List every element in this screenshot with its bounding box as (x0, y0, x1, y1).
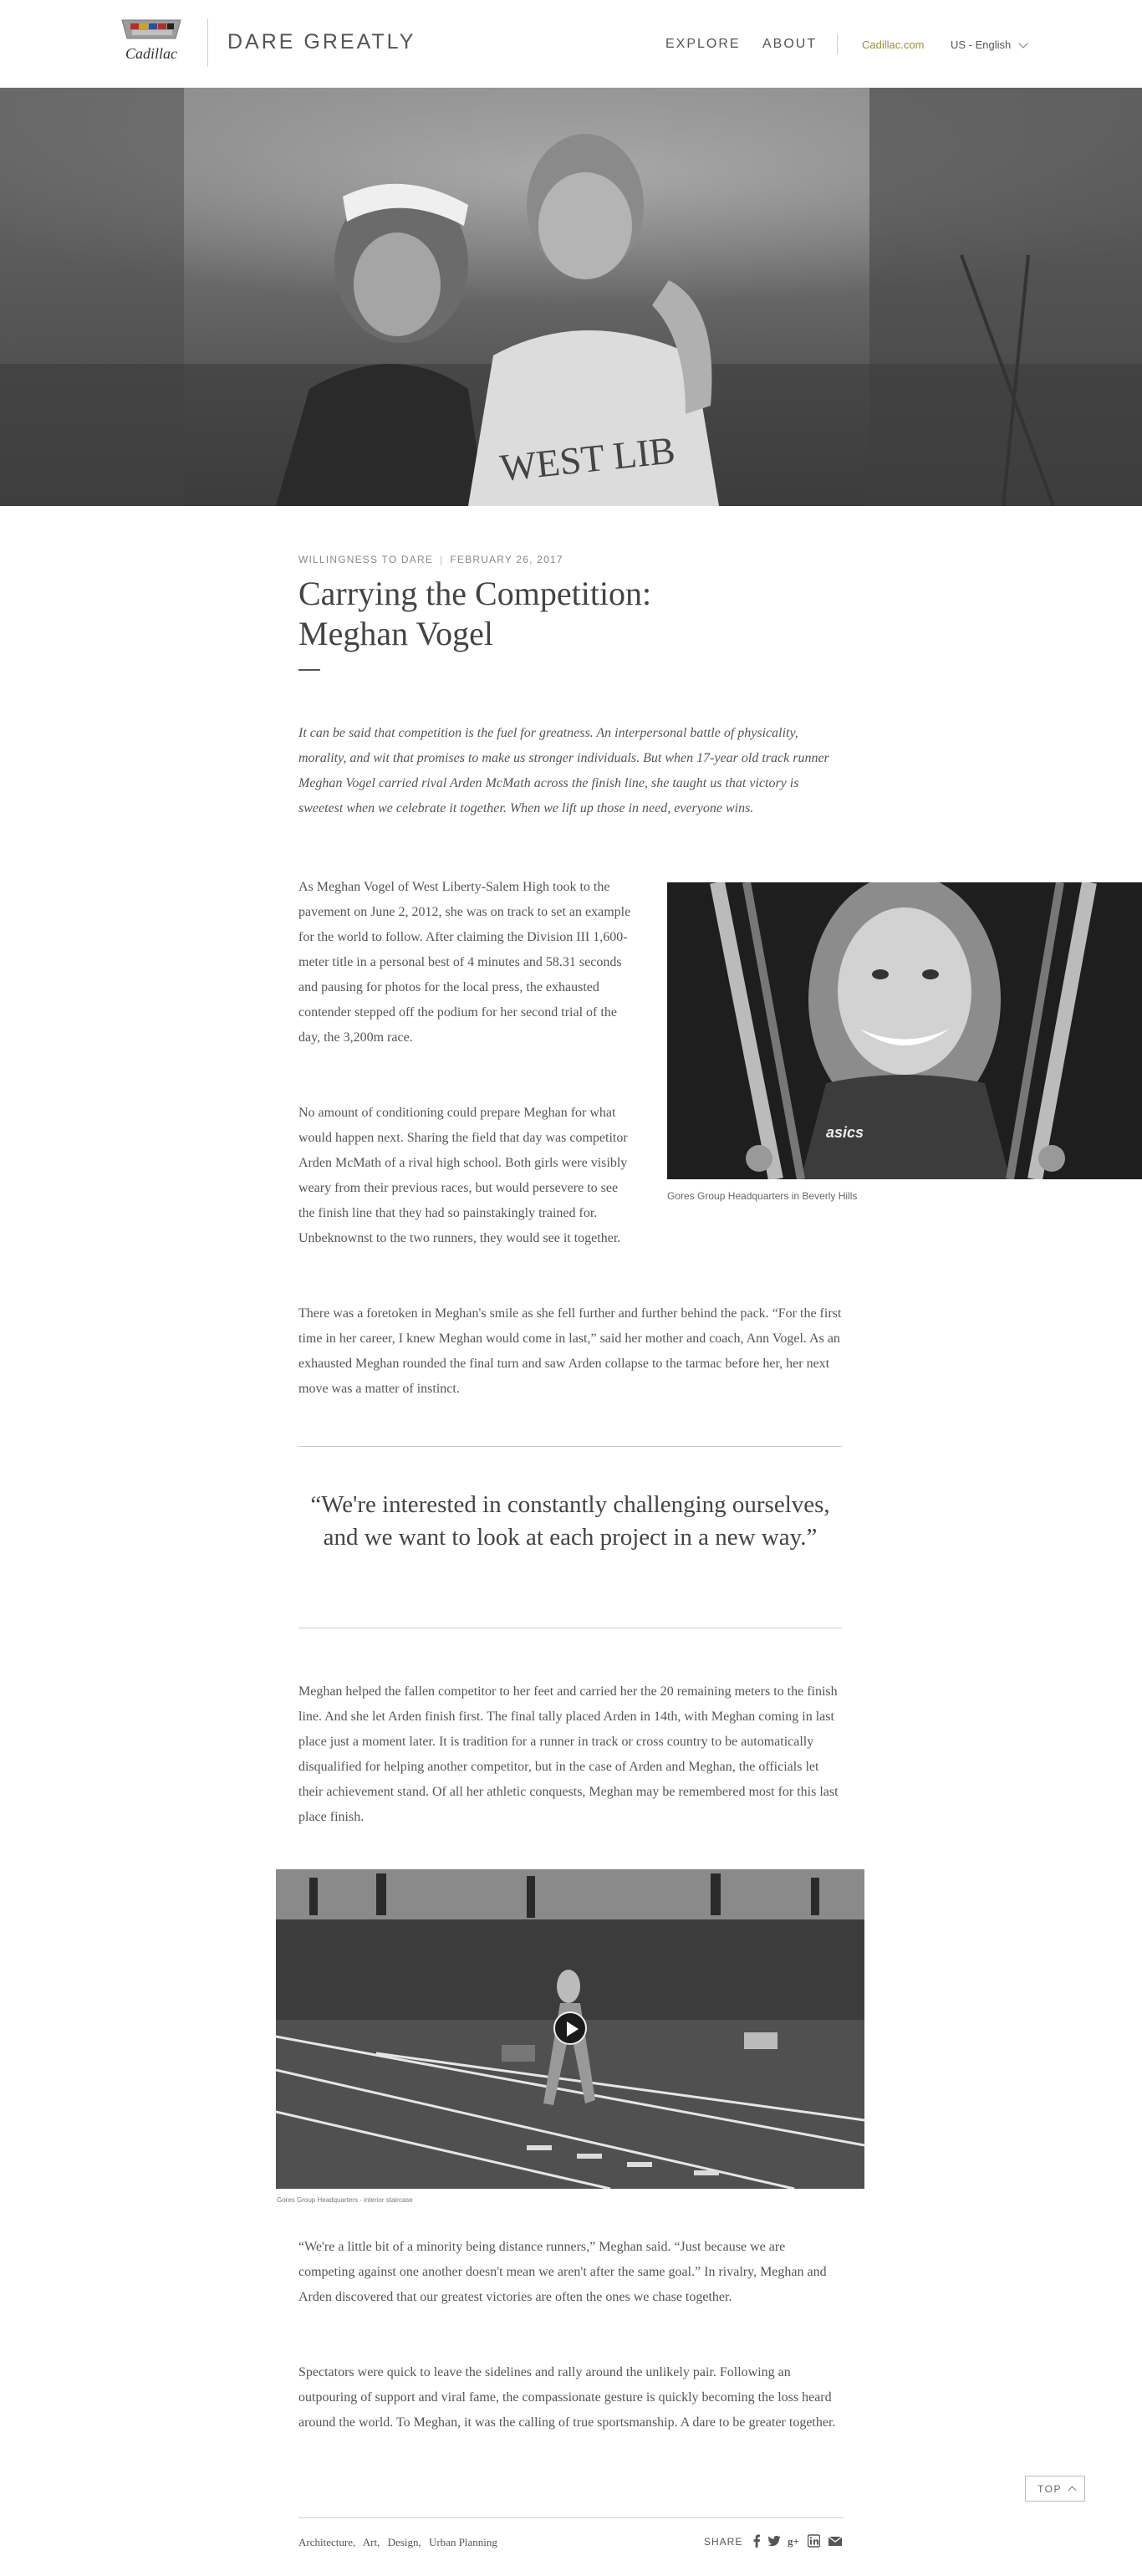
play-button[interactable] (553, 2011, 587, 2045)
article-category[interactable]: WILLINGNESS TO DARE (298, 554, 434, 565)
svg-text:g+: g+ (788, 2535, 799, 2548)
quote-divider (298, 1446, 842, 1447)
tag-link[interactable]: Urban Planning (428, 2536, 497, 2548)
article-photo (667, 882, 1142, 1179)
tag-link[interactable]: Design, (387, 2536, 421, 2548)
photo-caption: Gores Group Headquarters in Beverly Hills (667, 1190, 858, 1202)
hero-image (0, 88, 1142, 506)
chevron-down-icon[interactable] (1018, 38, 1027, 48)
footer-divider (298, 2517, 844, 2518)
title-underline (298, 669, 320, 671)
facebook-icon[interactable] (752, 2534, 761, 2548)
meta-divider: | (440, 554, 444, 565)
svg-text:Cadillac: Cadillac (125, 45, 177, 62)
article-meta (298, 554, 842, 565)
article-paragraph: As Meghan Vogel of West Liberty-Salem High took to the pavement on June 2, 2012, she was on track to set an example for the world to follow. After claiming the Division III 1,600-meter title in a personal best of 4 minutes and 58.31 seconds and pausing for photos for the local press, the exhausted contender stepped off the podium for her second trial of the day, the 3,200m race. (298, 880, 631, 1045)
back-to-top-label: TOP (1037, 2483, 1062, 2495)
article-tags (298, 2536, 502, 2549)
site-header (0, 0, 1142, 88)
article-date: FEBRUARY 26, 2017 (450, 554, 563, 565)
email-icon[interactable] (828, 2534, 843, 2548)
twitter-icon[interactable] (767, 2534, 781, 2548)
language-selector[interactable]: US - English (951, 38, 1012, 51)
play-icon (567, 2021, 579, 2037)
chevron-up-icon (1068, 2487, 1077, 2495)
nav-about[interactable]: ABOUT (762, 37, 818, 51)
svg-text:WEST LIB: WEST LIB (497, 428, 677, 489)
share-label: SHARE (704, 2536, 743, 2548)
google-plus-icon[interactable] (788, 2534, 801, 2548)
article-paragraph: “We're a little bit of a minority being distance runners,” Meghan said. “Just because we are competing against one another doesn't mean we aren't after the same goal.” In rivalry, Meghan and Arden discovered that our greatest victories are often the ones we chase together. (298, 2240, 827, 2304)
article-paragraph: Spectators were quick to leave the sidelines and rally around the unlikely pair. Following an outpouring of support and viral fame, the compassionate gesture is quickly becoming the loss heard around the world. To Meghan, it was the calling of true sportsmanship. A dare to be greater together. (298, 2365, 836, 2430)
pull-quote: “We're interested in constantly challenging ourselves, and we want to look at each project in a new way.” (310, 1491, 830, 1551)
article-paragraph: No amount of conditioning could prepare Meghan for what would happen next. Sharing the field that day was competitor Arden McMath of a rival high school. Both girls were visibly weary from their previous races, but would persevere to see the finish line that they had so painstakingly trained for. Unbeknownst to the two runners, they would see it together. (298, 1106, 628, 1245)
site-title[interactable]: DARE GREATLY (227, 30, 416, 54)
article-intro: It can be said that competition is the fuel for greatness. An interpersonal battle of physicality, morality, and wit that promises to make us stronger individuals. But when 17-year old track runner Meghan Vogel carried rival Arden McMath across the finish line, she taught us that victory is sweetest when we celebrate it together. When we lift up those in need, everyone wins. (298, 726, 829, 815)
nav-cadillac-link[interactable]: Cadillac.com (862, 38, 925, 51)
tag-link[interactable]: Art, (362, 2536, 380, 2548)
video-caption: Gores Group Headquarters - interior staircase (277, 2196, 413, 2204)
main-nav (0, 37, 1142, 54)
back-to-top-button[interactable] (1025, 2476, 1085, 2502)
linkedin-icon[interactable] (808, 2534, 820, 2548)
svg-text:asics: asics (826, 1124, 864, 1141)
article-paragraph: Meghan helped the fallen competitor to her feet and carried her the 20 remaining meters to the finish line. And she let Arden finish first. The final tally placed Arden in 14th, with Meghan coming in last place just a moment later. It is tradition for a runner in track or cross country to be automatically disqualified for helping another competitor, but in the case of Arden and Meghan, the officials let their achievement stand. Of all her athletic conquests, Meghan may be remembered most for this last place finish. (298, 1684, 839, 1824)
nav-divider (837, 34, 838, 54)
nav-explore[interactable]: EXPLORE (665, 37, 741, 51)
article-paragraph: There was a foretoken in Meghan's smile as she fell further and further behind the pack. “For the first time in her career, I knew Meghan would come in last,” said her mother and coach, Ann Vogel. As an exhausted Meghan rounded the final turn and saw Arden collapse to the tarmac before her, her next move was a matter of instinct. (298, 1306, 842, 1396)
page-title: Carrying the Competition: Meghan Vogel (298, 575, 652, 652)
tag-link[interactable]: Architecture, (298, 2536, 356, 2548)
video-player[interactable] (276, 1869, 864, 2189)
